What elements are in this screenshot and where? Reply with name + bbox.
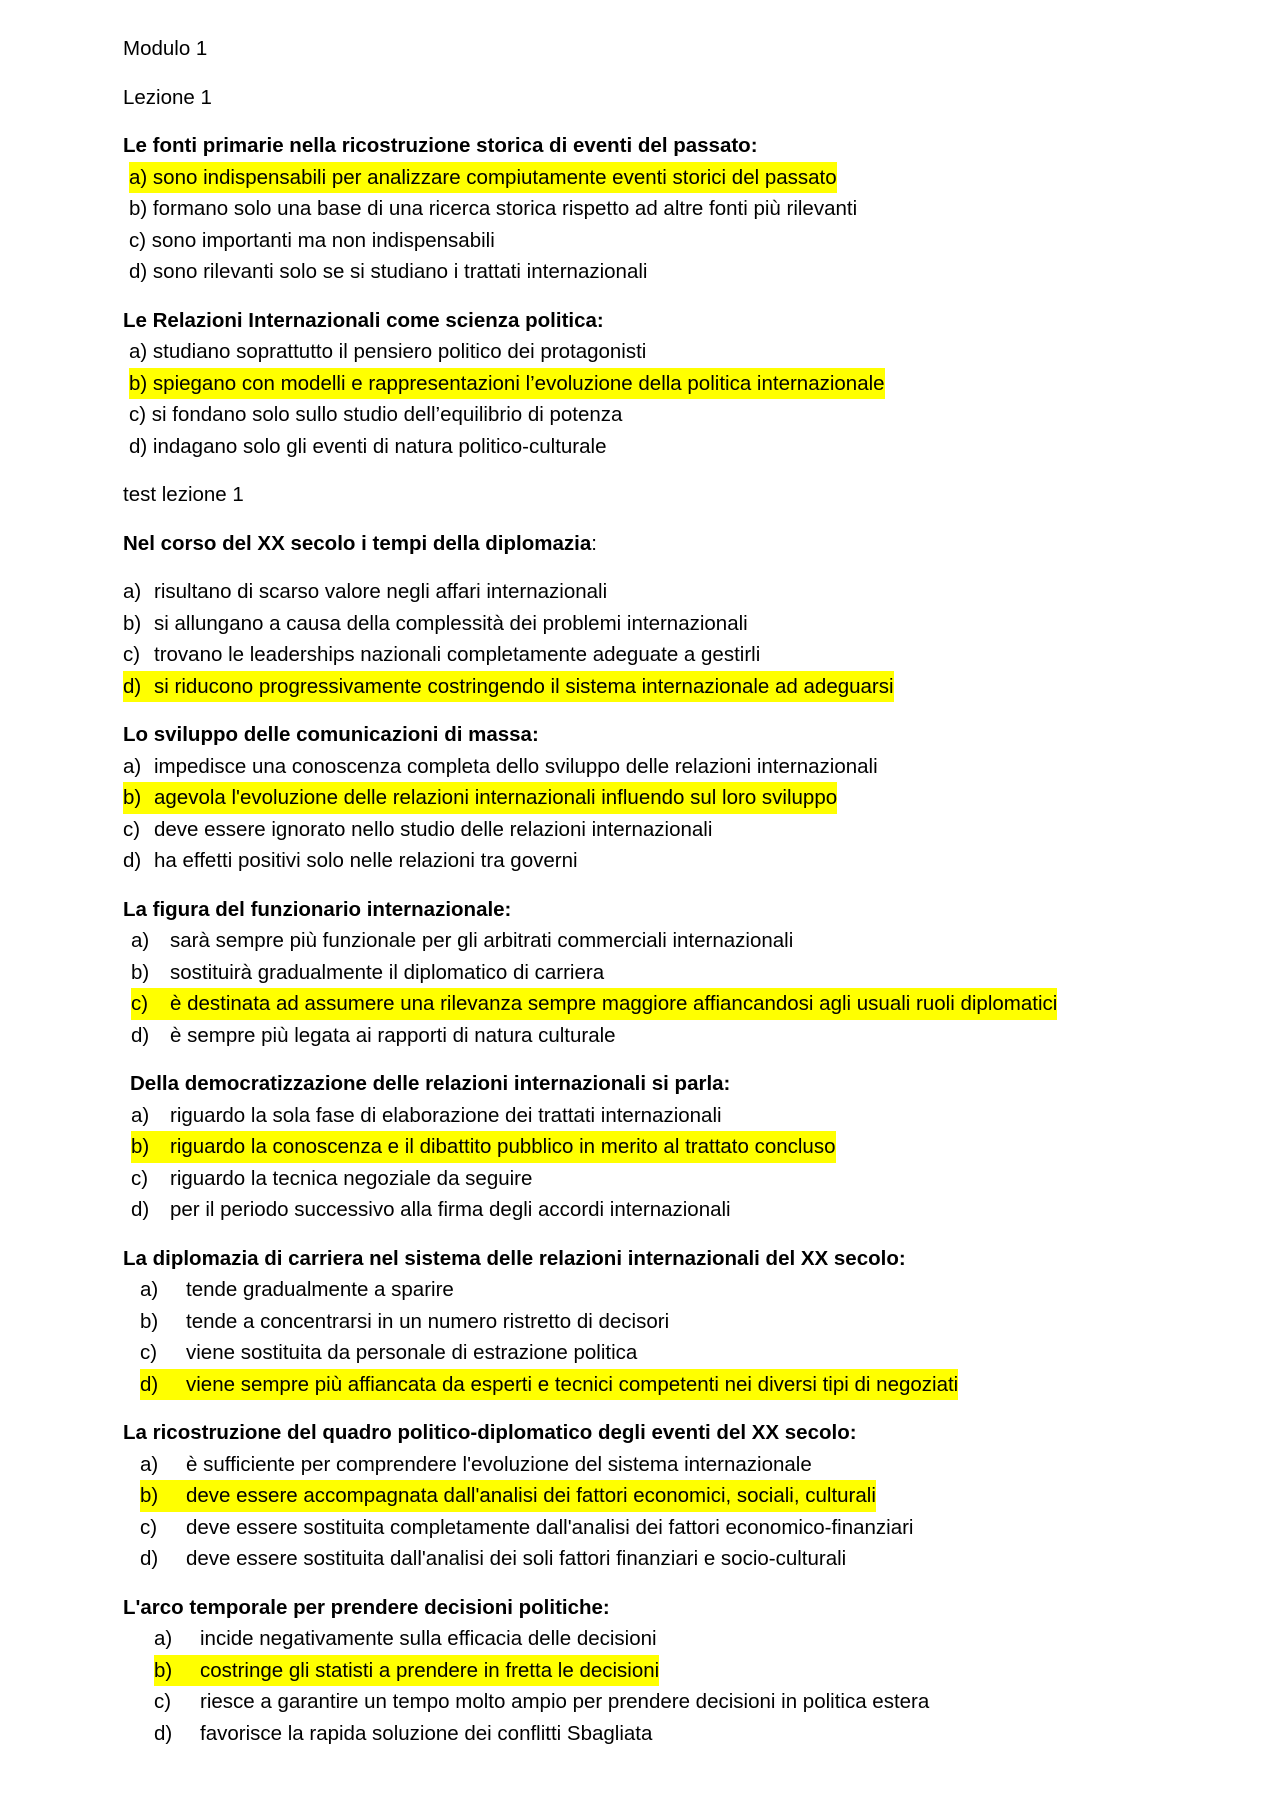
question-6: Della democratizzazione delle relazioni internazionali si parla: bbox=[130, 1072, 731, 1095]
q4-option-a-text: impedisce una conoscenza completa dello sviluppo delle relazioni internazionali bbox=[154, 754, 878, 778]
q1-option-d-text: d) sono rilevanti solo se si studiano i trattati internazionali bbox=[129, 260, 648, 283]
q6-marker-d: d) bbox=[131, 1198, 150, 1221]
q5-option-b-text: sostituirà gradualmente il diplomatico di carriera bbox=[170, 960, 605, 984]
q7-option-c-text: viene sostituita da personale di estrazione politica bbox=[186, 1341, 638, 1364]
q7-marker-a: a) bbox=[140, 1278, 159, 1301]
q9-option-b bbox=[123, 1655, 1280, 1687]
q2-option-a bbox=[123, 336, 1280, 368]
module-heading: Modulo 1 bbox=[123, 37, 208, 60]
q2-option-c-text: c) si fondano solo sullo studio dell’equilibrio di potenza bbox=[129, 403, 623, 426]
q3-option-c bbox=[123, 639, 1280, 671]
q2-option-d-text: d) indagano solo gli eventi di natura politico-culturale bbox=[129, 434, 607, 458]
q3-option-a bbox=[123, 576, 1280, 608]
q1-option-b bbox=[123, 193, 1280, 225]
q3-option-d-text: si riducono progressivamente costringendo il sistema internazionale ad adeguarsi bbox=[154, 674, 894, 698]
q9-marker-c: c) bbox=[154, 1690, 172, 1713]
q5-option-a-text: sarà sempre più funzionale per gli arbitrati commerciali internazionali bbox=[170, 929, 794, 952]
options-q7 bbox=[123, 1274, 1280, 1400]
q8-option-a bbox=[123, 1449, 1280, 1481]
q2-option-c bbox=[123, 399, 1280, 431]
q1-option-b-text: b) formano solo una base di una ricerca storica rispetto ad altre fonti più rilevanti bbox=[129, 197, 858, 220]
q6-marker-c: c) bbox=[131, 1166, 149, 1190]
q1-option-a-text: a) sono indispensabili per analizzare compiutamente eventi storici del passato bbox=[129, 162, 837, 194]
question-3-text: Nel corso del XX secolo i tempi della diplomazia bbox=[123, 531, 592, 555]
q7-marker-b: b) bbox=[140, 1309, 159, 1333]
q7-option-b-text: tende a concentrarsi in un numero ristretto di decisori bbox=[186, 1309, 670, 1333]
q9-option-c-text: riesce a garantire un tempo molto ampio per prendere decisioni in politica estera bbox=[200, 1690, 930, 1713]
q5-marker-b: b) bbox=[131, 960, 150, 984]
q7-option-a bbox=[123, 1274, 1280, 1306]
q9-option-c bbox=[123, 1686, 1280, 1718]
q4-marker-c: c) bbox=[123, 817, 141, 841]
q3-marker-d: d) bbox=[123, 674, 142, 698]
q8-option-d-text: deve essere sostituita dall'analisi dei soli fattori finanziari e socio-culturali bbox=[186, 1547, 847, 1570]
q4-option-b-text: agevola l'evoluzione delle relazioni internazionali influendo sul loro sviluppo bbox=[154, 786, 838, 809]
q3-option-d bbox=[123, 671, 1280, 703]
q3-option-b-text: si allungano a causa della complessità dei problemi internazionali bbox=[154, 611, 748, 635]
q6-option-a bbox=[123, 1100, 1280, 1132]
q3-option-c-text: trovano le leaderships nazionali completamente adeguate a gestirli bbox=[154, 643, 761, 666]
q4-option-b bbox=[123, 782, 1280, 814]
q6-option-a-text: riguardo la sola fase di elaborazione dei trattati internazionali bbox=[170, 1103, 722, 1127]
q9-marker-b: b) bbox=[154, 1658, 173, 1682]
q5-option-c-text: è destinata ad assumere una rilevanza sempre maggiore affiancandosi agli usuali ruoli diplomatici bbox=[170, 992, 1058, 1015]
q4-marker-d: d) bbox=[123, 849, 142, 872]
q2-option-b bbox=[123, 368, 1280, 400]
q4-marker-b: b) bbox=[123, 786, 142, 809]
q5-option-c bbox=[123, 988, 1280, 1020]
options-q1 bbox=[123, 162, 1280, 288]
q8-marker-d: d) bbox=[140, 1547, 159, 1570]
q3-marker-b: b) bbox=[123, 611, 142, 635]
q6-option-b-text: riguardo la conoscenza e il dibattito pubblico in merito al trattato concluso bbox=[170, 1135, 836, 1158]
q7-option-b bbox=[123, 1306, 1280, 1338]
question-9: L'arco temporale per prendere decisioni politiche: bbox=[123, 1595, 610, 1619]
q6-option-d-text: per il periodo successivo alla firma degli accordi internazionali bbox=[170, 1198, 731, 1221]
q9-option-d bbox=[123, 1718, 1280, 1750]
question-2: Le Relazioni Internazionali come scienza politica: bbox=[123, 308, 604, 332]
q9-marker-d: d) bbox=[154, 1721, 173, 1745]
q3-option-b bbox=[123, 608, 1280, 640]
test-lesson-label: test lezione 1 bbox=[123, 483, 244, 506]
options-q2 bbox=[123, 336, 1280, 462]
q8-marker-a: a) bbox=[140, 1452, 159, 1476]
q8-option-c bbox=[123, 1512, 1280, 1544]
question-3 bbox=[123, 528, 1280, 560]
question-8: La ricostruzione del quadro politico-diplomatico degli eventi del XX secolo: bbox=[123, 1421, 857, 1444]
q8-marker-c: c) bbox=[140, 1515, 158, 1539]
q9-option-d-text: favorisce la rapida soluzione dei conflitti Sbagliata bbox=[200, 1721, 653, 1745]
question-7: La diplomazia di carriera nel sistema delle relazioni internazionali del XX secolo: bbox=[123, 1246, 906, 1270]
q8-option-b bbox=[123, 1480, 1280, 1512]
q6-option-d bbox=[123, 1194, 1280, 1226]
q4-option-d-text: ha effetti positivi solo nelle relazioni tra governi bbox=[154, 849, 578, 872]
lesson-heading: Lezione 1 bbox=[123, 85, 212, 109]
q7-marker-c: c) bbox=[140, 1341, 158, 1364]
q6-option-c-text: riguardo la tecnica negoziale da seguire bbox=[170, 1166, 533, 1190]
q6-marker-b: b) bbox=[131, 1135, 150, 1158]
q1-option-d bbox=[123, 256, 1280, 288]
question-4: Lo sviluppo delle comunicazioni di massa: bbox=[123, 723, 539, 746]
q4-option-a bbox=[123, 751, 1280, 783]
q8-option-a-text: è sufficiente per comprendere l'evoluzione del sistema internazionale bbox=[186, 1452, 812, 1476]
options-q6 bbox=[123, 1100, 1280, 1226]
question-3-colon: : bbox=[591, 531, 597, 555]
q6-option-c bbox=[123, 1163, 1280, 1195]
q4-option-c bbox=[123, 814, 1280, 846]
q7-option-c bbox=[123, 1337, 1280, 1369]
q1-option-c bbox=[123, 225, 1280, 257]
q4-marker-a: a) bbox=[123, 754, 142, 778]
q2-option-b-text: b) spiegano con modelli e rappresentazioni l’evoluzione della politica internazionale bbox=[129, 368, 885, 400]
q6-marker-a: a) bbox=[131, 1103, 150, 1127]
options-q8 bbox=[123, 1449, 1280, 1575]
q2-option-a-text: a) studiano soprattutto il pensiero politico dei protagonisti bbox=[129, 340, 647, 363]
q4-option-d bbox=[123, 845, 1280, 877]
q1-option-a bbox=[123, 162, 1280, 194]
options-q4 bbox=[123, 751, 1280, 877]
options-q3 bbox=[123, 576, 1280, 702]
q9-option-b-text: costringe gli statisti a prendere in fretta le decisioni bbox=[200, 1658, 660, 1682]
q3-option-a-text: risultano di scarso valore negli affari internazionali bbox=[154, 580, 608, 603]
q5-marker-a: a) bbox=[131, 929, 150, 952]
q3-marker-a: a) bbox=[123, 580, 142, 603]
q9-option-a bbox=[123, 1623, 1280, 1655]
q7-marker-d: d) bbox=[140, 1372, 159, 1396]
q8-option-c-text: deve essere sostituita completamente dall'analisi dei fattori economico-finanziari bbox=[186, 1515, 914, 1539]
q6-option-b bbox=[123, 1131, 1280, 1163]
q3-marker-c: c) bbox=[123, 643, 141, 666]
options-q5 bbox=[123, 925, 1280, 1051]
q8-marker-b: b) bbox=[140, 1484, 159, 1507]
q8-option-b-text: deve essere accompagnata dall'analisi dei fattori economici, sociali, culturali bbox=[186, 1484, 876, 1507]
q4-option-c-text: deve essere ignorato nello studio delle relazioni internazionali bbox=[154, 817, 713, 841]
q2-option-d bbox=[123, 431, 1280, 463]
q7-option-d bbox=[123, 1369, 1280, 1401]
options-q9 bbox=[123, 1623, 1280, 1749]
q9-marker-a: a) bbox=[154, 1627, 173, 1650]
q8-option-d bbox=[123, 1543, 1280, 1575]
q5-marker-d: d) bbox=[131, 1023, 150, 1047]
question-1: Le fonti primarie nella ricostruzione storica di eventi del passato: bbox=[123, 134, 758, 157]
question-5: La figura del funzionario internazionale: bbox=[123, 897, 512, 921]
q5-marker-c: c) bbox=[131, 992, 149, 1015]
q7-option-d-text: viene sempre più affiancata da esperti e tecnici competenti nei diversi tipi di negoziati bbox=[186, 1372, 959, 1396]
q5-option-d bbox=[123, 1020, 1280, 1052]
q7-option-a-text: tende gradualmente a sparire bbox=[186, 1278, 454, 1301]
q9-option-a-text: incide negativamente sulla efficacia delle decisioni bbox=[200, 1627, 657, 1650]
q5-option-b bbox=[123, 957, 1280, 989]
q5-option-a bbox=[123, 925, 1280, 957]
q5-option-d-text: è sempre più legata ai rapporti di natura culturale bbox=[170, 1023, 616, 1047]
q1-option-c-text: c) sono importanti ma non indispensabili bbox=[129, 228, 495, 252]
